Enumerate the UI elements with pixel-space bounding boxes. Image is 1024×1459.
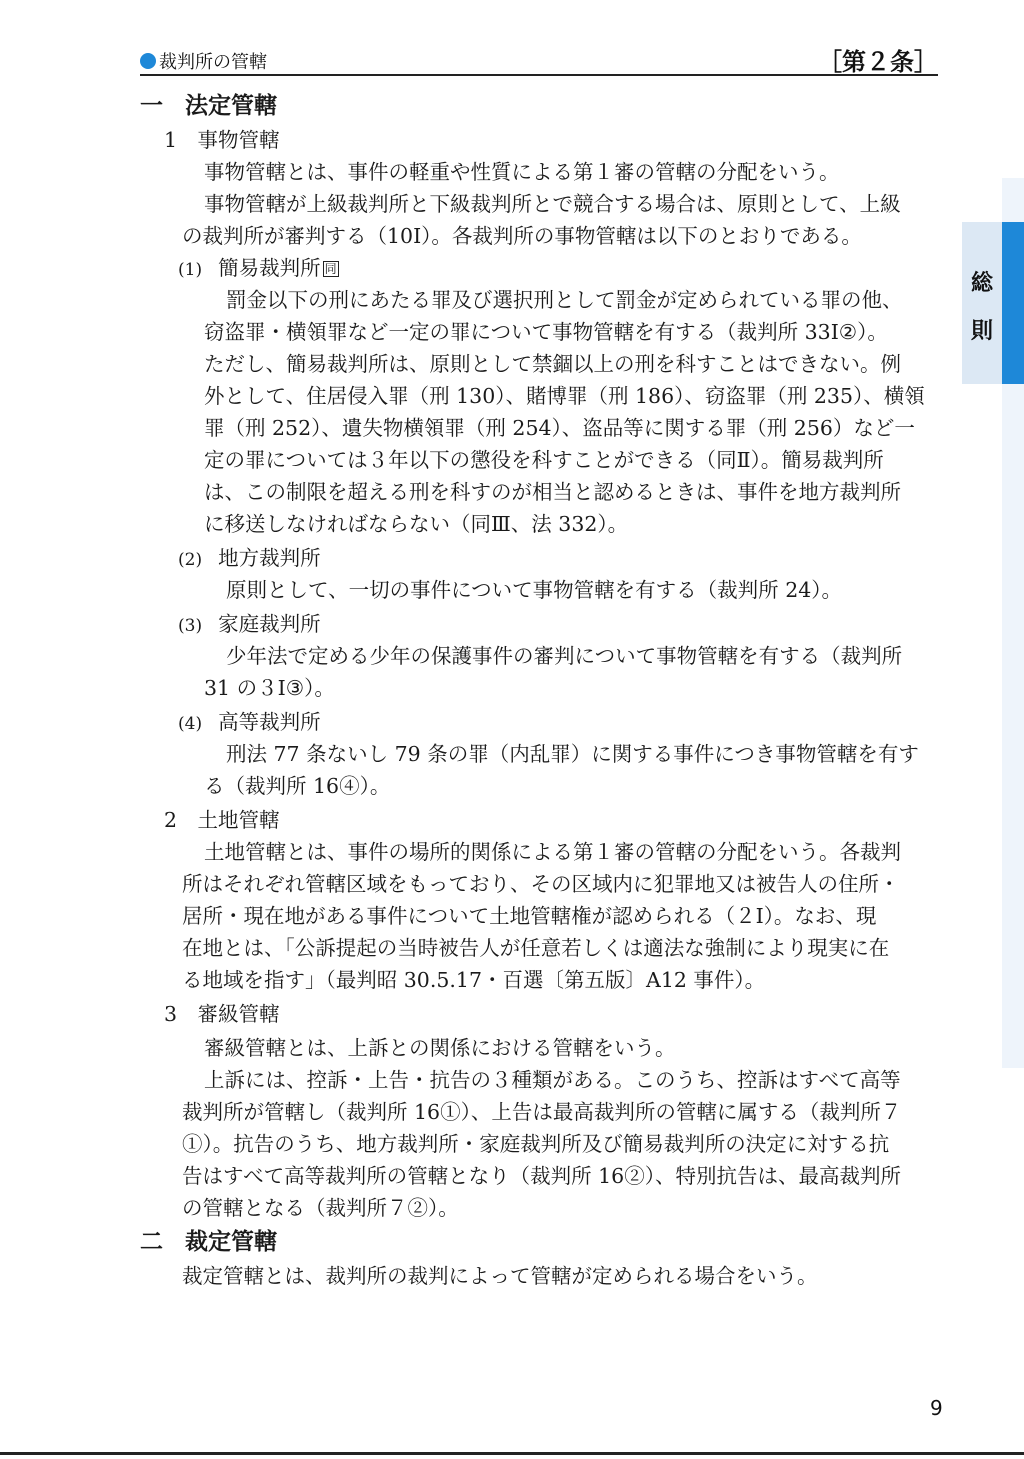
heading-number: 一 (140, 92, 163, 119)
subheading-tochi: 2 土地管轄 (164, 808, 280, 832)
body-line: 居所・現在地がある事件について土地管轄権が認められる（２Ⅰ）。なお、現 (182, 904, 877, 928)
item-number: (1) (178, 260, 203, 280)
body-line: の管轄となる（裁判所７②）。 (182, 1196, 459, 1220)
article-label: ［第２条］ (818, 48, 938, 76)
running-header (140, 40, 938, 76)
body-line: に移送しなければならない（同Ⅲ、法 332）。 (204, 512, 629, 536)
item-number: (2) (178, 550, 203, 570)
item-number: (4) (178, 714, 203, 734)
item-number: (3) (178, 616, 203, 636)
bullet-dot-icon (140, 53, 156, 69)
side-tab-char-2: 則 (970, 319, 993, 344)
body-line: 原則として、一切の事件について事物管轄を有する（裁判所 24）。 (226, 578, 843, 602)
body-line: 少年法で定める少年の保護事件の審判について事物管轄を有する（裁判所 (226, 644, 903, 668)
item-title: 簡易裁判所 (218, 256, 321, 280)
heading-number: 二 (140, 1228, 163, 1255)
bottom-rule (0, 1452, 1024, 1455)
body-line: ①）。抗告のうち、地方裁判所・家庭裁判所及び簡易裁判所の決定に対する抗 (182, 1132, 890, 1156)
body-line: ただし、簡易裁判所は、原則として禁錮以上の刑を科すことはできない。例 (204, 352, 901, 376)
item-title: 地方裁判所 (218, 546, 321, 570)
subheading-shinkyu: 3 審級管轄 (164, 1002, 280, 1026)
heading-2 (140, 1226, 277, 1258)
item-title: 家庭裁判所 (218, 612, 321, 636)
same-badge-icon: 同 (324, 262, 337, 276)
body-line: 土地管轄とは、事件の場所的関係による第１審の管轄の分配をいう。各裁判 (204, 840, 901, 864)
body-line: の裁判所が審判する（10Ⅰ）。各裁判所の事物管轄は以下のとおりである。 (182, 224, 862, 248)
item-title: 高等裁判所 (218, 710, 321, 734)
body-line: 定の罪については３年以下の懲役を科すことができる（同Ⅱ）。簡易裁判所 (204, 448, 884, 472)
body-line: る（裁判所 16④）。 (204, 774, 391, 798)
item-heading-katei (178, 608, 321, 642)
body-line: 裁判所が管轄し（裁判所 16①）、上告は最高裁判所の管轄に属する（裁判所７ (182, 1100, 902, 1124)
body-line: 裁定管轄とは、裁判所の裁判によって管轄が定められる場合をいう。 (182, 1264, 818, 1288)
body-line: は、この制限を超える刑を科すのが相当と認めるときは、事件を地方裁判所 (204, 480, 901, 504)
side-tab-accent (1002, 222, 1024, 384)
heading-text: 法定管轄 (185, 92, 277, 119)
body-line: 外として、住居侵入罪（刑 130）、賭博罪（刑 186）、窃盗罪（刑 235）、横領 (204, 384, 925, 408)
body-line: 審級管轄とは、上訴との関係における管轄をいう。 (204, 1036, 676, 1060)
body-line: 在地とは、「公訴提起の当時被告人が任意若しくは適法な強制により現実に在 (182, 936, 890, 960)
body-line: 事物管轄とは、事件の軽重や性質による第１審の管轄の分配をいう。 (204, 160, 840, 184)
body-line: 事物管轄が上級裁判所と下級裁判所とで競合する場合は、原則として、上級 (204, 192, 901, 216)
section-title-text: 裁判所の管轄 (159, 52, 267, 73)
subheading-jimono: 1 事物管轄 (164, 128, 280, 152)
section-title (140, 48, 267, 74)
item-heading-chiho (178, 542, 321, 576)
body-line: 罪（刑 252）、遺失物横領罪（刑 254）、盗品等に関する罪（刑 256）など一 (204, 416, 915, 440)
heading-1 (140, 90, 277, 122)
body-line: 刑法 77 条ないし 79 条の罪（内乱罪）に関する事件につき事物管轄を有す (226, 742, 919, 766)
item-heading-kan-i (178, 252, 339, 286)
body-line: 告はすべて高等裁判所の管轄となり（裁判所 16②）、特別抗告は、最高裁判所 (182, 1164, 901, 1188)
body-line: 31 の３Ⅰ③）。 (204, 676, 335, 700)
body-line: る地域を指す」（最判昭 30.5.17・百選〔第五版〕A12 事件）。 (182, 968, 766, 992)
page-number: 9 (930, 1396, 943, 1420)
side-tab-char-1: 総 (970, 271, 993, 296)
item-heading-koto (178, 706, 321, 740)
body-line: 窃盗罪・横領罪など一定の罪について事物管轄を有する（裁判所 33Ⅰ②）。 (204, 320, 888, 344)
body-line: 所はそれぞれ管轄区域をもっており、その区域内に犯罪地又は被告人の住所・ (182, 872, 900, 896)
heading-text: 裁定管轄 (185, 1228, 277, 1255)
body-line: 上訴には、控訴・上告・抗告の３種類がある。このうち、控訴はすべて高等 (204, 1068, 901, 1092)
body-line: 罰金以下の刑にあたる罪及び選択刑として罰金が定められている罪の他、 (226, 288, 903, 312)
